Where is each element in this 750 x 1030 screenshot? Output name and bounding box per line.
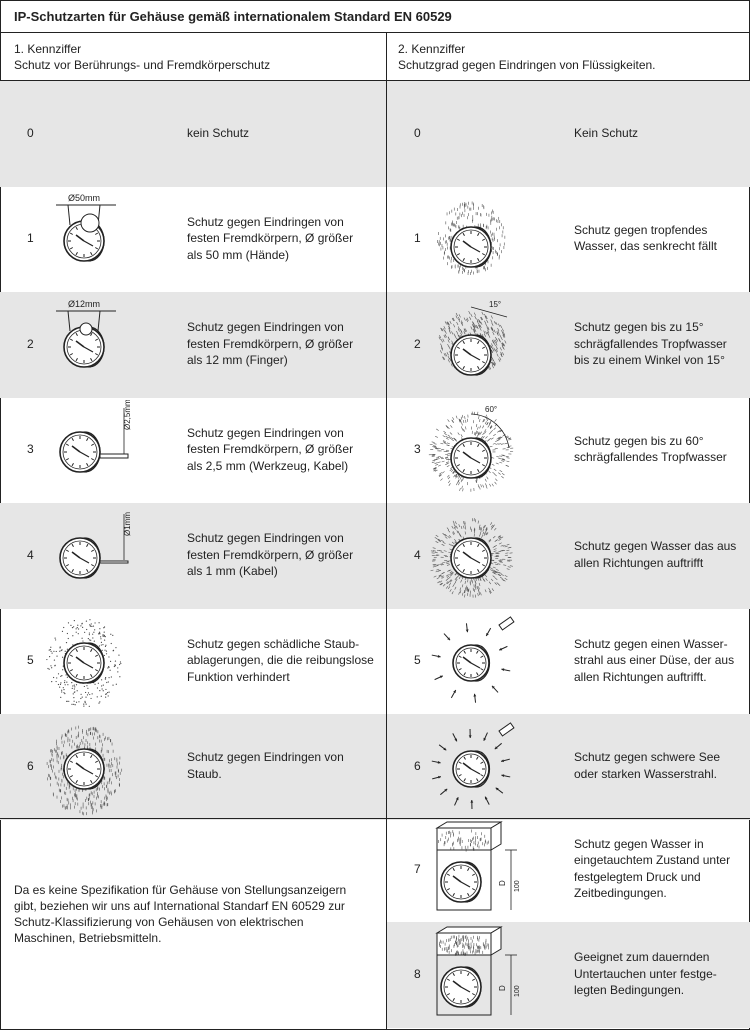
description-line: als 2,5 mm (Werkzeug, Kabel) bbox=[187, 458, 349, 473]
description-line: Schutz gegen einen Wasser- bbox=[574, 636, 728, 651]
footnote-line: gibt, beziehen wir uns auf International Standarf EN 60529 zur bbox=[14, 899, 345, 913]
left-row-number: 4 bbox=[27, 547, 34, 562]
svg-text:Ø2,5mm: Ø2,5mm bbox=[123, 400, 132, 431]
clock-dust-icon bbox=[40, 611, 140, 711]
description-line: bis zu einem Winkel von 15° bbox=[574, 353, 725, 367]
clock-submersion-icon bbox=[427, 925, 527, 1025]
svg-text:100: 100 bbox=[514, 985, 521, 997]
footnote-line: Schutz-Klassifizierung von Gehäusen von elektrischen bbox=[14, 915, 304, 929]
clock-2.5mm-wire-icon bbox=[40, 400, 140, 500]
description-line: Untertauchen unter festge- bbox=[574, 966, 717, 981]
right-row-number: 7 bbox=[414, 861, 421, 876]
left-row-number: 3 bbox=[27, 442, 34, 457]
footnote bbox=[14, 882, 369, 946]
right-header-line2: Schutzgrad gegen Eindringen von Flüssigkeiten. bbox=[398, 58, 656, 72]
description-line: allen Richtungen auftrifft bbox=[574, 555, 704, 570]
description-line: Schutz gegen Wasser in bbox=[574, 836, 704, 851]
left-row-number: 6 bbox=[27, 758, 34, 773]
description-line: Schutz gegen Wasser das aus bbox=[574, 539, 737, 554]
description-line: Schutz gegen Eindringen von bbox=[187, 531, 344, 545]
description-line: oder starken Wasserstrahl. bbox=[574, 766, 717, 781]
description-line: ablagerungen, die die reibungslose bbox=[187, 653, 374, 667]
left-row-description bbox=[187, 214, 382, 264]
clock-water-jet-icon bbox=[427, 611, 527, 711]
description-line: Schutz gegen tropfendes bbox=[574, 222, 708, 237]
clock-50mm-cylinder-icon bbox=[40, 189, 140, 289]
right-row-description bbox=[574, 836, 749, 902]
description-line: festen Fremdkörpern, Ø größer bbox=[187, 547, 354, 562]
svg-text:15°: 15° bbox=[489, 299, 502, 309]
right-row-description bbox=[574, 222, 749, 255]
description-line: festgelegtem Druck und bbox=[574, 869, 701, 884]
description-line: kein Schutz bbox=[187, 125, 250, 140]
right-row-description bbox=[574, 949, 749, 999]
left-rows-bottom-divider bbox=[0, 818, 386, 819]
description-line: festen Fremdkörpern, Ø größer bbox=[187, 442, 354, 456]
description-line: Schutz gegen bis zu 15° bbox=[574, 320, 704, 334]
description-line: Schutz gegen Eindringen von bbox=[187, 750, 344, 765]
svg-text:Ø12mm: Ø12mm bbox=[67, 298, 101, 309]
right-row-number: 6 bbox=[414, 758, 421, 773]
footnote-line: Maschinen, Betriebsmitteln. bbox=[14, 931, 162, 945]
right-row-description bbox=[574, 636, 749, 686]
svg-text:D: D bbox=[498, 985, 507, 991]
left-row-description bbox=[187, 530, 382, 580]
right-row-number: 4 bbox=[414, 547, 421, 562]
svg-text:Ø1mm: Ø1mm bbox=[123, 511, 132, 536]
clock-vertical-drip-icon bbox=[427, 189, 527, 289]
left-row-description bbox=[187, 749, 382, 782]
clock-immersion-icon bbox=[427, 820, 527, 920]
description-line: schrägfallendes Tropfwasser bbox=[574, 336, 727, 351]
clock-12mm-finger-icon bbox=[40, 295, 140, 395]
description-line: schrägfallendes Tropfwasser bbox=[574, 450, 727, 465]
clock-dense-dust-icon bbox=[40, 717, 140, 817]
description-line: als 1 mm (Kabel) bbox=[187, 564, 278, 578]
description-line: Wasser, das senkrecht fällt bbox=[574, 239, 717, 254]
left-row-number: 0 bbox=[27, 125, 34, 140]
right-column-header bbox=[387, 33, 750, 80]
footnote-line: Da es keine Spezifikation für Gehäuse von Stellungsanzeigern bbox=[14, 883, 347, 897]
description-line: legten Bedingungen. bbox=[574, 983, 685, 998]
description-line: Schutz gegen Eindringen von bbox=[187, 214, 344, 229]
description-line: Staub. bbox=[187, 766, 222, 781]
left-row-description bbox=[187, 319, 382, 369]
left-header-line1: 1. Kennziffer bbox=[14, 42, 82, 56]
description-line: als 50 mm (Hände) bbox=[187, 247, 290, 262]
right-row-number: 0 bbox=[414, 125, 421, 140]
description-line: Geeignet zum dauernden bbox=[574, 950, 710, 965]
right-row-number: 1 bbox=[414, 231, 421, 246]
description-line: allen Richtungen auftrifft. bbox=[574, 669, 707, 684]
description-line: Kein Schutz bbox=[574, 125, 639, 140]
right-row-number: 5 bbox=[414, 653, 421, 668]
right-header-line1: 2. Kennziffer bbox=[398, 42, 466, 56]
clock-1mm-wire-icon bbox=[40, 506, 140, 606]
svg-text:100: 100 bbox=[514, 879, 521, 892]
left-row-number: 1 bbox=[27, 231, 34, 246]
left-column-header bbox=[0, 33, 386, 80]
left-row-description bbox=[187, 636, 382, 686]
clock-spray-60deg-icon bbox=[427, 400, 527, 500]
description-line: Schutz gegen Eindringen von bbox=[187, 320, 344, 334]
description-line: Schutz gegen Eindringen von bbox=[187, 425, 344, 440]
left-row-number: 2 bbox=[27, 336, 34, 351]
clock-splash-all-directions-icon bbox=[427, 506, 527, 606]
right-row-description bbox=[574, 125, 749, 142]
description-line: Zeitbedingungen. bbox=[574, 886, 667, 900]
left-row-description bbox=[187, 125, 382, 142]
right-row-description bbox=[574, 538, 749, 571]
description-line: als 12 mm (Finger) bbox=[187, 353, 288, 367]
description-line: Funktion verhindert bbox=[187, 669, 290, 684]
right-row-number: 8 bbox=[414, 967, 421, 981]
clock-drip-15deg-icon bbox=[427, 295, 527, 395]
left-row-number: 5 bbox=[27, 653, 34, 668]
description-line: Schutz gegen schwere See bbox=[574, 750, 721, 765]
description-line: festen Fremdkörpern, Ø größer bbox=[187, 336, 354, 351]
description-line: strahl aus einer Düse, der aus bbox=[574, 653, 735, 667]
svg-text:Ø50mm: Ø50mm bbox=[67, 193, 101, 204]
right-row-description bbox=[574, 749, 749, 782]
left-row-description bbox=[187, 425, 382, 475]
right-row-description bbox=[574, 319, 749, 369]
right-row-number: 2 bbox=[414, 336, 421, 351]
description-line: Schutz gegen schädliche Staub- bbox=[187, 636, 360, 651]
description-line: eingetauchtem Zustand unter bbox=[574, 853, 731, 867]
description-line: festen Fremdkörpern, Ø größer bbox=[187, 231, 354, 245]
right-row-description bbox=[574, 433, 749, 466]
page-title: IP-Schutzarten für Gehäuse gemäß internationalem Standard EN 60529 bbox=[0, 0, 750, 33]
left-header-line2: Schutz vor Berührungs- und Fremdkörperschutz bbox=[14, 58, 271, 72]
right-row-number: 3 bbox=[414, 442, 421, 457]
description-line: Schutz gegen bis zu 60° bbox=[574, 433, 704, 448]
clock-heavy-jet-icon bbox=[427, 717, 527, 817]
svg-text:D: D bbox=[498, 879, 507, 886]
svg-text:60°: 60° bbox=[485, 405, 498, 415]
